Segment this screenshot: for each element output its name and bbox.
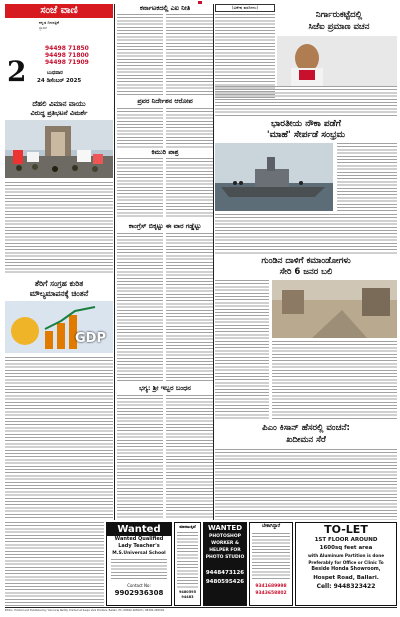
rally-headline-1: ಗುಂಡಿನ ದಾಳಿಗೆ ಕಮಾಂಡೋಗಳು	[261, 256, 351, 266]
ad-kannada-phone2: 94483	[181, 595, 194, 599]
gdp-headline-2: ಮೌಲ್ಯಮಾಪನಕ್ಕೆ ಚಿಂತನೆ	[29, 289, 89, 298]
mid-story-body-1	[117, 108, 163, 148]
lead-headline-2: ಸಿಜೆಐ ಪ್ರಮಾಣ ವಚನ	[308, 22, 370, 32]
small-story-headline: ಕಿಮುರಿ ಪಾಶ್ರ	[151, 148, 179, 156]
ad-kannada-2-title: ಬೇಕಾಗಿದ್ದಾರೆ	[261, 524, 281, 529]
bottom-headline-2: ಖದೀಮನ ಸೆರೆ	[286, 435, 326, 445]
gdp-graphic-text: GDP	[75, 331, 106, 346]
ad-wanted-title: Wanted	[107, 523, 171, 536]
rally-body-left	[215, 280, 269, 420]
ad-wanted-line1: Wanted Qualified	[114, 536, 164, 542]
navy-headline-2: 'ಮಾಹೆ' ಸೇರ್ಪಡೆ ಸಂಭ್ರಮ	[266, 130, 346, 140]
gdp-headline-1: ತೆರಿಗೆ ಸಂಗ್ರಹ ಕುರಿತ	[34, 279, 84, 288]
phone-3: 94498 71909	[45, 59, 89, 66]
footer-text: Editor, Printed and Published by Y.Gururaj Reddy. Printed at Sanje Vani Printers, Ballari. Ph: 08392-265003 / 08392-265004	[5, 609, 165, 612]
congress-body-1	[117, 233, 163, 383]
lead-headline-1: ನಿರ್ಗಾರುಕಟ್ಟೆದಲ್ಲಿ	[315, 10, 363, 20]
navy-headline-1: ಭಾರತೀಯ ನೌಕಾ ಪಡೆಗೆ	[270, 119, 342, 129]
ad-wanted-body	[111, 559, 167, 581]
protest-photo	[5, 120, 113, 178]
navy-photo	[215, 143, 333, 211]
ad-wanted-photo-line2: WORKER &	[211, 541, 239, 546]
ad-kannada-2-phone: 9341689998	[255, 584, 287, 589]
lead-photo	[277, 36, 397, 86]
lead-photo-graphic	[277, 36, 397, 86]
ad-tolet-line1: 1ST FLOOR AROUND	[314, 537, 378, 543]
ad-tolet-line3: with Aluminum Partition is done	[307, 553, 385, 558]
congress-body-2	[166, 233, 213, 383]
navy-body	[215, 214, 397, 254]
rally-photo-graphic	[272, 280, 397, 338]
ad-kannada-2-body	[252, 533, 290, 581]
ad-wanted-photo-title: WANTED	[207, 524, 243, 532]
left-story-headline-1: ದೆಹಲಿ ವಿಮಾನ ವಾಯು	[32, 100, 86, 108]
masthead-title: ಸಂಜೆ ವಾಣಿ	[5, 4, 113, 18]
rally-body-right	[272, 341, 397, 420]
issue-number: 2	[7, 55, 27, 88]
gdp-graphic	[5, 301, 113, 353]
ad-kannada	[174, 522, 201, 606]
small-story-body-2	[166, 158, 213, 218]
bottom-headline-1: ಪಿಎಂ ಕಿಸಾನ್ ಹೆಸರಲ್ಲಿ ವಂಚನೆ:	[262, 423, 350, 433]
ad-wanted-school: M.S.Universal School	[112, 551, 166, 556]
ad-wanted-photo-line1: PHOTOSHOP	[209, 534, 241, 539]
ad-tolet-line5: Beside Honda Showroom,	[311, 567, 381, 572]
ad-wanted-phone: 9902936308	[114, 589, 164, 597]
ad-wanted-photo-line4: PHOTO STUDIO	[205, 555, 245, 560]
lead-body	[215, 86, 397, 118]
weather-body-2	[166, 395, 213, 520]
navy-photo-graphic	[215, 143, 333, 211]
ad-kannada-2-phone2: 9343658802	[255, 591, 287, 596]
ad-tolet-line6: Hospet Road, Ballari.	[313, 575, 379, 581]
mid-story-headline: ಪ್ರವರ ನಿರ್ದೇಶನ ಆರೋಪ	[137, 97, 193, 105]
ad-tolet-line4: Preferably for Office or Clinic To	[308, 560, 384, 565]
ad-wanted-contact-label: Contact No:	[127, 583, 151, 588]
top-center-headline: ಕರ್ನಾಟಕದಲ್ಲಿ ಎಐ ನೀತಿ	[139, 4, 191, 12]
weather-body-1	[117, 395, 163, 520]
ad-wanted-photo	[203, 522, 247, 606]
weather-headline: ಭಗ್ಯ: ಶ್ರೀ ಇಬ್ಬರ ಬಂಧನ	[139, 384, 191, 392]
ad-tolet	[295, 522, 397, 606]
gdp-story-body	[5, 357, 113, 520]
weekday: ಬುಧವಾರ	[47, 70, 63, 76]
ad-wanted-line2: Lady Teacher's	[118, 543, 160, 549]
issue-date: 24 ಡಿಸೆಂಬರ್ 2025	[37, 78, 82, 84]
ad-tolet-phone: Cell: 9448323422	[316, 583, 376, 590]
small-story-body-1	[117, 158, 163, 218]
ad-wanted-photo-line3: HELPER FOR	[209, 548, 241, 553]
ad-tolet-title: TO-LET	[324, 523, 368, 536]
masthead-subtitle: ಕನ್ನಡ ದಿನಪತ್ರಿಕೆ	[39, 20, 60, 25]
bottom-left-body	[5, 522, 104, 606]
top-center-body-2	[166, 14, 213, 96]
mid-story-body-2	[166, 108, 213, 148]
ad-wanted	[106, 522, 172, 606]
left-story-body	[5, 182, 113, 274]
masthead-tag: ಸ್ಥಾಪನೆ	[39, 26, 47, 30]
ad-wanted-photo-phone: 9448473126	[205, 570, 245, 576]
ad-wanted-photo-phone2: 9480595426	[205, 579, 245, 585]
column-rule-2	[213, 4, 214, 520]
masthead	[5, 4, 113, 92]
ad-tolet-line2: 1600sq feet area	[319, 545, 373, 551]
protest-photo-graphic	[5, 120, 113, 178]
phone-1: 94498 71850	[45, 45, 89, 52]
left-story-headline-2: ವಿರುದ್ಧ ಪ್ರತಿಭಟನೆ ವಿಮರ್ಶೆ	[30, 109, 88, 117]
column-rule-1	[114, 4, 115, 520]
ad-kannada-body	[177, 532, 198, 588]
bottom-body	[215, 449, 397, 520]
top-right-label: (ವಿಶೇಷ ವರದಿಗಳು)	[231, 5, 259, 10]
top-center-body-1	[117, 14, 163, 96]
ad-kannada-2	[249, 522, 293, 606]
rally-photo	[272, 280, 397, 338]
navy-side-body	[337, 143, 397, 211]
phone-2: 94498 71800	[45, 52, 89, 59]
congress-headline: ಕಾಂಗ್ರೆಸ್ ಬಿಕ್ಕಟ್ಟು ಈ ವಾರ ಗಡ್ಡೆಟ್ಟು	[128, 222, 202, 230]
ad-kannada-title: ಮಾರಾಟಕ್ಕಿದೆ	[179, 524, 196, 529]
rally-headline-2: ಸೇರಿ 6 ಜನರ ಬಲಿ	[279, 267, 333, 277]
ad-kannada-phone: 9480595	[178, 590, 197, 594]
